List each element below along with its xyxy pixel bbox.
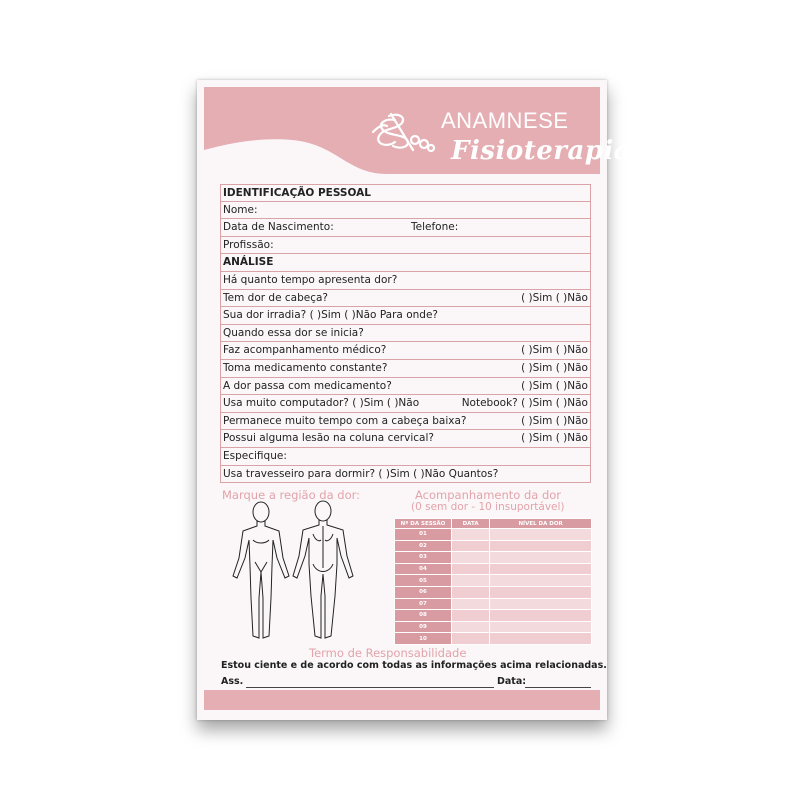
sim-nao-options[interactable]: ( )Sim ( )Não <box>521 291 588 304</box>
col-sessao: Nº DA SESSÃO <box>395 519 452 529</box>
field-especifique[interactable] <box>220 448 591 466</box>
body-diagram[interactable] <box>231 498 361 646</box>
table-row <box>395 575 592 587</box>
question-lesao-label: Possui alguma lesão na coluna cervical? <box>223 432 434 445</box>
title-fisioterapia: Fisioterapia <box>451 136 632 166</box>
date-cell[interactable] <box>452 563 490 575</box>
table-row <box>395 633 592 645</box>
field-profissao-label: Profissão: <box>223 238 274 251</box>
pain-tracking-table <box>394 518 592 645</box>
pain-level-cell[interactable] <box>490 552 592 564</box>
notebook-options[interactable]: Notebook? ( )Sim ( )Não <box>461 397 588 410</box>
termo-statement: Estou ciente e de acordo com todas as informações acima relacionadas. <box>221 660 607 671</box>
pain-level-cell[interactable] <box>490 540 592 552</box>
table-row <box>395 598 592 610</box>
question-tempo-label: Há quanto tempo apresenta dor? <box>223 273 398 286</box>
signature-line[interactable] <box>246 687 494 688</box>
pain-level-cell[interactable] <box>490 563 592 575</box>
question-passa[interactable] <box>220 378 591 396</box>
question-cabeca-label: Tem dor de cabeça? <box>223 291 328 304</box>
session-number: 09 <box>395 621 452 633</box>
pain-level-cell[interactable] <box>490 633 592 645</box>
sim-nao-options[interactable]: ( )Sim ( )Não <box>521 432 588 445</box>
field-nascimento[interactable] <box>220 219 591 237</box>
field-nome[interactable] <box>220 202 591 220</box>
col-data: DATA <box>452 519 490 529</box>
pain-level-cell[interactable] <box>490 610 592 622</box>
pain-tracking-subtitle: (0 sem dor - 10 insuportável) <box>411 501 565 513</box>
question-irradia-label: Sua dor irradia? ( )Sim ( )Não Para onde? <box>223 309 438 322</box>
sim-nao-options[interactable]: ( )Sim ( )Não <box>521 379 588 392</box>
question-travesseiro-label: Usa travesseiro para dormir? ( )Sim ( )Não Quantos? <box>223 467 499 480</box>
pain-level-cell[interactable] <box>490 529 592 541</box>
question-lesao[interactable] <box>220 430 591 448</box>
session-number: 02 <box>395 540 452 552</box>
date-line[interactable] <box>525 687 591 688</box>
date-cell[interactable] <box>452 610 490 622</box>
pain-level-cell[interactable] <box>490 575 592 587</box>
pain-level-cell[interactable] <box>490 586 592 598</box>
session-number: 03 <box>395 552 452 564</box>
question-cabeca-baixa[interactable] <box>220 413 591 431</box>
session-number: 06 <box>395 586 452 598</box>
question-tempo[interactable] <box>220 272 591 290</box>
section-identificacao-label: IDENTIFICAÇÃO PESSOAL <box>223 187 371 199</box>
anamnese-form <box>220 184 591 483</box>
date-cell[interactable] <box>452 633 490 645</box>
question-medicamento[interactable] <box>220 360 591 378</box>
anamnese-sheet <box>197 80 632 720</box>
signature-label: Ass. <box>221 676 244 687</box>
section-identificacao <box>220 184 591 202</box>
pain-tracking-title: Acompanhamento da dor <box>415 488 562 502</box>
session-number: 01 <box>395 529 452 541</box>
section-analise-label: ANÁLISE <box>223 256 274 269</box>
title-anamnese: ANAMNESE <box>441 108 569 133</box>
date-label: Data: <box>497 676 527 687</box>
date-cell[interactable] <box>452 540 490 552</box>
sim-nao-options[interactable]: ( )Sim ( )Não <box>521 361 588 374</box>
question-travesseiro[interactable] <box>220 466 591 484</box>
caduceus-butterfly-icon <box>369 110 435 152</box>
question-computador[interactable] <box>220 395 591 413</box>
field-nascimento-label: Data de Nascimento: <box>223 221 334 234</box>
table-row <box>395 540 592 552</box>
table-row <box>395 586 592 598</box>
question-medicamento-label: Toma medicamento constante? <box>223 361 388 374</box>
sim-nao-options[interactable]: ( )Sim ( )Não <box>521 344 588 357</box>
field-telefone-label: Telefone: <box>411 221 459 234</box>
date-cell[interactable] <box>452 575 490 587</box>
date-cell[interactable] <box>452 586 490 598</box>
session-number: 07 <box>395 598 452 610</box>
session-number: 04 <box>395 563 452 575</box>
table-row <box>395 621 592 633</box>
session-number: 08 <box>395 610 452 622</box>
table-row <box>395 529 592 541</box>
date-cell[interactable] <box>452 598 490 610</box>
body-map-label: Marque a região da dor: <box>222 488 361 502</box>
table-row <box>395 552 592 564</box>
date-cell[interactable] <box>452 529 490 541</box>
date-cell[interactable] <box>452 552 490 564</box>
question-passa-label: A dor passa com medicamento? <box>223 379 392 392</box>
question-irradia[interactable] <box>220 307 591 325</box>
question-cabeca[interactable] <box>220 290 591 308</box>
col-nivel: NÍVEL DA DOR <box>490 519 592 529</box>
date-cell[interactable] <box>452 621 490 633</box>
session-number: 05 <box>395 575 452 587</box>
field-profissao[interactable] <box>220 237 591 255</box>
section-analise <box>220 254 591 272</box>
footer-band <box>204 690 600 710</box>
question-acompanhamento[interactable] <box>220 342 591 360</box>
question-inicia-label: Quando essa dor se inicia? <box>223 326 364 339</box>
question-inicia[interactable] <box>220 325 591 343</box>
field-especifique-label: Especifique: <box>223 449 287 462</box>
question-acompanhamento-label: Faz acompanhamento médico? <box>223 344 387 357</box>
table-row <box>395 563 592 575</box>
question-cabeca-baixa-label: Permanece muito tempo com a cabeça baixa? <box>223 414 467 427</box>
termo-title: Termo de Responsabilidade <box>309 646 467 660</box>
pain-level-cell[interactable] <box>490 621 592 633</box>
question-computador-label: Usa muito computador? ( )Sim ( )Não <box>223 397 420 410</box>
pain-level-cell[interactable] <box>490 598 592 610</box>
sim-nao-options[interactable]: ( )Sim ( )Não <box>521 414 588 427</box>
field-nome-label: Nome: <box>223 203 258 216</box>
session-number: 10 <box>395 633 452 645</box>
table-row <box>395 610 592 622</box>
